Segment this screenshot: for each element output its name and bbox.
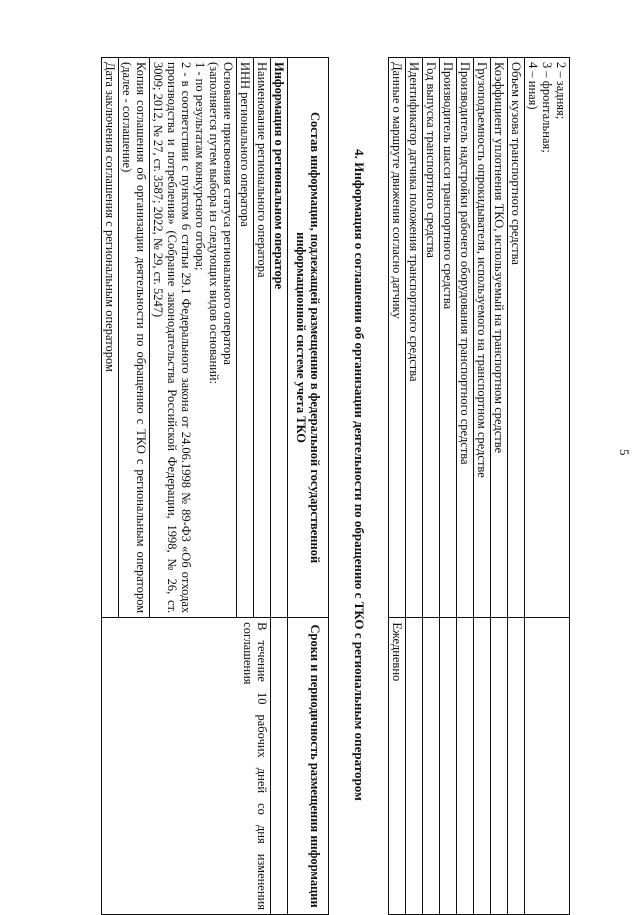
row-label: [508, 58, 525, 618]
row-label: [406, 58, 423, 618]
subheader-empty-cell: [271, 618, 288, 915]
row-period: [525, 618, 570, 915]
row-label: [119, 58, 150, 618]
row-label: [440, 58, 457, 618]
row-text-line: 4 – иная): [526, 62, 540, 110]
row-text-line: (заполняется путем выбора из следующих видов оснований:: [207, 62, 221, 385]
row-period: [474, 618, 491, 915]
row-text-line: 1 - по результатам конкурсного отбора;: [193, 62, 207, 271]
row-label: [102, 58, 119, 618]
row-label: [457, 58, 474, 618]
row-text-line: Производитель шасси транспортного средства: [441, 62, 455, 310]
row-label: [525, 58, 570, 618]
merged-deadline-cell: В течение 10 рабочих дней со дня изменения соглашения: [102, 618, 271, 915]
row-label: [474, 58, 491, 618]
row-text-line: Год выпуска транспортного средства: [424, 62, 438, 258]
row-label: [150, 58, 237, 618]
row-text-line: Дата заключения соглашения с региональным оператором: [103, 62, 117, 372]
table-row: [457, 58, 474, 915]
agreement-info-table: [101, 57, 329, 915]
row-text-line: 2 – задняя;: [554, 62, 568, 120]
row-label: [389, 58, 406, 618]
row-text-line: Коэффициент уплотнения ТКО, используемый на транспортном средстве: [492, 62, 506, 454]
row-label: [423, 58, 440, 618]
row-period: [406, 618, 423, 915]
table-row: [474, 58, 491, 915]
row-text-line: Идентификатор датчика положения транспортного средства: [407, 62, 421, 382]
table-row: [389, 58, 406, 915]
table-row: [423, 58, 440, 915]
header-composition: Состав информации, подлежащей размещению в федеральной государственной информационной системе учета ТКО: [288, 58, 329, 618]
header-deadlines: Сроки и периодичность размещения информации: [288, 618, 329, 915]
row-text-line: Наименование регионального оператора: [255, 62, 269, 278]
row-label: [254, 58, 271, 618]
row-period: Ежедневно: [389, 618, 406, 915]
row-text-line: Основание присвоения статуса регионального оператора: [221, 62, 235, 365]
row-text-line: Данные о маршруте движения согласно датчику: [390, 62, 404, 319]
row-text-line: Объем кузова транспортного средства: [509, 62, 523, 265]
row-period: [457, 618, 474, 915]
row-label: [491, 58, 508, 618]
row-period: [440, 618, 457, 915]
row-period: [491, 618, 508, 915]
row-label: [237, 58, 254, 618]
subheader-regional-operator: Информация о региональном операторе: [271, 58, 288, 618]
row-text-line: ИНН регионального оператора: [238, 62, 252, 227]
vehicle-info-table: [388, 57, 570, 915]
table-row: [525, 58, 570, 915]
row-period: [423, 618, 440, 915]
table-row: [254, 58, 271, 915]
table-row: [508, 58, 525, 915]
row-text-line: Производитель надстройки рабочего оборудования транспортного средства: [458, 62, 472, 465]
row-text-line: Копия соглашения об организации деятельности по обращению с ТКО с региональным оператором (далее - соглашение): [120, 62, 148, 614]
section-4-title: 4. Информация о соглашении об организации деятельности по обращению с ТКО с региональным оператором: [352, 149, 367, 801]
row-text-line: 2 - в соответствии с пунктом 6 статьи 29.1 Федерального закона от 24.06.1998 № 89-ФЗ «Об отходах производства и потребления» (Собрание законодательства Российской Федерации, 1998, № 26, ст. 3009; 2012, № 27, ст. 3587; 2022, № 29, ст. 5247): [151, 62, 193, 614]
row-text-line: Грузоподъемность опрокидывателя, используемого на транспортном средстве: [475, 62, 489, 478]
table-row: [491, 58, 508, 915]
row-text-line: 3 – фронтальная;: [540, 62, 554, 153]
page-number: 5: [617, 449, 632, 456]
table-header-row: [288, 58, 329, 915]
table-row: [406, 58, 423, 915]
table-row: [440, 58, 457, 915]
subheader-row: [271, 58, 288, 915]
row-period: [508, 618, 525, 915]
